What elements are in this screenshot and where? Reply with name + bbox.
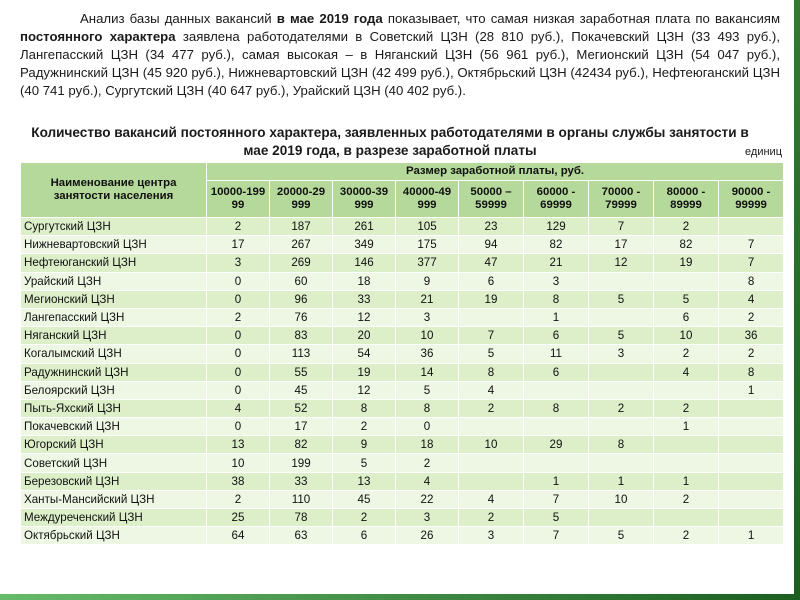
vacancy-count-cell: 2 [333, 418, 396, 436]
vacancy-count-cell: 0 [207, 345, 270, 363]
vacancy-count-cell: 47 [459, 254, 524, 272]
center-name-cell: Сургутский ЦЗН [21, 218, 207, 236]
vacancy-count-cell [459, 454, 524, 472]
table-row [21, 290, 784, 308]
center-name-cell: Октябрьский ЦЗН [21, 527, 207, 545]
vacancy-count-cell: 5 [459, 345, 524, 363]
right-accent-bar [794, 0, 800, 600]
vacancy-count-cell [589, 272, 654, 290]
vacancy-count-cell: 83 [270, 327, 333, 345]
vacancy-count-cell: 2 [396, 454, 459, 472]
vacancy-count-cell: 3 [589, 345, 654, 363]
center-name-cell: Мегионский ЦЗН [21, 290, 207, 308]
salary-range-header: 60000 - 69999 [524, 181, 589, 218]
vacancy-count-cell: 4 [654, 363, 719, 381]
table-body [21, 218, 784, 545]
vacancy-count-cell: 349 [333, 236, 396, 254]
vacancy-count-cell: 269 [270, 254, 333, 272]
vacancies-table [20, 162, 784, 545]
vacancy-count-cell: 4 [719, 290, 784, 308]
center-name-cell: Радужнинский ЦЗН [21, 363, 207, 381]
vacancy-count-cell: 6 [459, 272, 524, 290]
vacancy-count-cell: 0 [207, 327, 270, 345]
vacancy-count-cell [589, 454, 654, 472]
vacancy-count-cell: 1 [654, 472, 719, 490]
salary-range-header: 90000 - 99999 [719, 181, 784, 218]
vacancy-count-cell: 1 [654, 418, 719, 436]
table-row [21, 472, 784, 490]
vacancy-count-cell: 19 [459, 290, 524, 308]
center-name-cell: Ханты-Мансийский ЦЗН [21, 490, 207, 508]
vacancy-count-cell [654, 509, 719, 527]
vacancy-count-cell: 9 [333, 436, 396, 454]
vacancy-count-cell: 110 [270, 490, 333, 508]
vacancy-count-cell: 2 [719, 308, 784, 326]
vacancy-count-cell: 60 [270, 272, 333, 290]
vacancy-count-cell: 10 [589, 490, 654, 508]
vacancy-count-cell: 2 [207, 490, 270, 508]
name-column-header: Наименование центра занятости населения [21, 163, 207, 218]
vacancy-count-cell: 0 [207, 381, 270, 399]
vacancy-count-cell: 10 [207, 454, 270, 472]
vacancy-count-cell: 13 [333, 472, 396, 490]
vacancy-count-cell: 63 [270, 527, 333, 545]
vacancy-count-cell: 9 [396, 272, 459, 290]
vacancy-count-cell: 4 [459, 381, 524, 399]
vacancy-count-cell [654, 272, 719, 290]
vacancy-count-cell [654, 381, 719, 399]
vacancy-count-cell: 25 [207, 509, 270, 527]
vacancy-count-cell: 2 [589, 399, 654, 417]
vacancy-count-cell: 199 [270, 454, 333, 472]
salary-range-header: 20000-29 999 [270, 181, 333, 218]
table-row [21, 218, 784, 236]
vacancy-count-cell: 76 [270, 308, 333, 326]
vacancy-count-cell: 0 [396, 418, 459, 436]
table-row [21, 454, 784, 472]
vacancy-count-cell: 12 [589, 254, 654, 272]
vacancy-count-cell: 6 [654, 308, 719, 326]
vacancy-count-cell [719, 436, 784, 454]
vacancy-count-cell: 13 [207, 436, 270, 454]
vacancy-count-cell: 18 [396, 436, 459, 454]
table-header [21, 163, 784, 218]
vacancy-count-cell: 4 [396, 472, 459, 490]
center-name-cell: Пыть-Яхский ЦЗН [21, 399, 207, 417]
units-label: единиц [745, 146, 782, 158]
top-border [0, 0, 800, 8]
center-name-cell: Нефтеюганский ЦЗН [21, 254, 207, 272]
vacancy-count-cell: 17 [270, 418, 333, 436]
table-row [21, 509, 784, 527]
vacancy-count-cell: 1 [719, 527, 784, 545]
center-name-cell: Югорский ЦЗН [21, 436, 207, 454]
salary-range-header: 50000 – 59999 [459, 181, 524, 218]
intro-bold-1: в мае 2019 года [276, 11, 383, 26]
vacancy-count-cell: 1 [719, 381, 784, 399]
vacancy-count-cell [589, 308, 654, 326]
vacancy-count-cell: 29 [524, 436, 589, 454]
salary-range-header: 80000 - 89999 [654, 181, 719, 218]
center-name-cell: Березовский ЦЗН [21, 472, 207, 490]
vacancy-count-cell: 8 [589, 436, 654, 454]
salary-size-header: Размер заработной платы, руб. [207, 163, 784, 181]
vacancy-count-cell: 1 [524, 308, 589, 326]
vacancy-count-cell: 8 [459, 363, 524, 381]
vacancy-count-cell: 2 [654, 527, 719, 545]
vacancy-count-cell: 2 [207, 308, 270, 326]
vacancy-count-cell [524, 418, 589, 436]
table-row [21, 236, 784, 254]
vacancy-count-cell: 14 [396, 363, 459, 381]
vacancy-count-cell: 3 [524, 272, 589, 290]
vacancy-count-cell [589, 381, 654, 399]
vacancy-count-cell: 3 [459, 527, 524, 545]
vacancy-count-cell: 12 [333, 381, 396, 399]
vacancy-count-cell: 8 [396, 399, 459, 417]
vacancy-count-cell: 5 [524, 509, 589, 527]
vacancy-count-cell: 33 [270, 472, 333, 490]
vacancy-count-cell: 82 [654, 236, 719, 254]
vacancy-count-cell [719, 218, 784, 236]
vacancy-count-cell: 20 [333, 327, 396, 345]
vacancy-count-cell: 5 [333, 454, 396, 472]
vacancy-count-cell [589, 509, 654, 527]
vacancy-count-cell: 7 [719, 254, 784, 272]
vacancy-count-cell: 36 [719, 327, 784, 345]
vacancy-count-cell: 5 [589, 327, 654, 345]
vacancy-count-cell: 11 [524, 345, 589, 363]
vacancy-count-cell: 4 [459, 490, 524, 508]
vacancy-count-cell: 22 [396, 490, 459, 508]
vacancy-count-cell: 18 [333, 272, 396, 290]
vacancy-count-cell: 10 [459, 436, 524, 454]
vacancy-count-cell: 10 [654, 327, 719, 345]
vacancy-count-cell: 7 [524, 490, 589, 508]
vacancy-count-cell: 52 [270, 399, 333, 417]
vacancy-count-cell [524, 381, 589, 399]
vacancy-count-cell: 2 [654, 345, 719, 363]
vacancy-count-cell: 17 [589, 236, 654, 254]
vacancy-count-cell: 6 [333, 527, 396, 545]
vacancy-count-cell: 12 [333, 308, 396, 326]
vacancy-count-cell: 2 [654, 218, 719, 236]
center-name-cell: Белоярский ЦЗН [21, 381, 207, 399]
vacancy-count-cell: 377 [396, 254, 459, 272]
vacancy-count-cell: 5 [589, 527, 654, 545]
salary-range-header: 10000-199 99 [207, 181, 270, 218]
vacancy-count-cell [459, 308, 524, 326]
vacancy-count-cell: 146 [333, 254, 396, 272]
vacancy-count-cell [589, 363, 654, 381]
vacancy-count-cell: 2 [333, 509, 396, 527]
vacancy-count-cell: 8 [524, 290, 589, 308]
vacancy-count-cell: 113 [270, 345, 333, 363]
table-row [21, 308, 784, 326]
center-name-cell: Междуреченский ЦЗН [21, 509, 207, 527]
vacancy-count-cell: 19 [654, 254, 719, 272]
vacancy-count-cell: 2 [654, 399, 719, 417]
vacancy-count-cell [719, 490, 784, 508]
vacancy-count-cell [654, 436, 719, 454]
vacancy-count-cell: 8 [719, 272, 784, 290]
vacancy-count-cell: 19 [333, 363, 396, 381]
vacancy-count-cell: 8 [719, 363, 784, 381]
vacancy-count-cell: 82 [270, 436, 333, 454]
intro-text-1: Анализ базы данных вакансий [80, 11, 277, 26]
vacancy-count-cell: 267 [270, 236, 333, 254]
vacancy-count-cell: 129 [524, 218, 589, 236]
vacancy-count-cell [719, 472, 784, 490]
vacancy-count-cell: 33 [333, 290, 396, 308]
vacancy-count-cell: 26 [396, 527, 459, 545]
vacancy-count-cell: 54 [333, 345, 396, 363]
center-name-cell: Когалымский ЦЗН [21, 345, 207, 363]
center-name-cell: Лангепасский ЦЗН [21, 308, 207, 326]
vacancy-count-cell: 45 [270, 381, 333, 399]
vacancy-count-cell: 261 [333, 218, 396, 236]
vacancy-count-cell [719, 418, 784, 436]
salary-range-header: 70000 - 79999 [589, 181, 654, 218]
intro-text-2: показывает, что самая низкая заработная плата по вакансиям [382, 11, 781, 26]
vacancy-count-cell: 7 [459, 327, 524, 345]
vacancy-count-cell [589, 418, 654, 436]
table-row [21, 418, 784, 436]
salary-range-header: 30000-39 999 [333, 181, 396, 218]
vacancy-count-cell: 2 [459, 399, 524, 417]
vacancy-count-cell [459, 418, 524, 436]
vacancy-count-cell: 0 [207, 363, 270, 381]
vacancy-count-cell [654, 454, 719, 472]
vacancy-count-cell: 0 [207, 290, 270, 308]
vacancy-count-cell: 1 [524, 472, 589, 490]
vacancy-count-cell: 7 [719, 236, 784, 254]
intro-paragraph [20, 10, 780, 100]
vacancy-count-cell: 36 [396, 345, 459, 363]
intro-bold-2: постоянного характера [20, 29, 176, 44]
vacancy-count-cell: 0 [207, 418, 270, 436]
vacancy-count-cell [719, 399, 784, 417]
vacancy-count-cell: 17 [207, 236, 270, 254]
vacancy-count-cell: 8 [524, 399, 589, 417]
vacancy-count-cell: 55 [270, 363, 333, 381]
vacancy-count-cell: 64 [207, 527, 270, 545]
vacancy-count-cell: 187 [270, 218, 333, 236]
intro-text-3: заявлена работодателями в Советский ЦЗН (28 810 руб.), Покачевский ЦЗН (33 493 руб.), Лангепасский ЦЗН (34 477 руб.), самая высокая – в Няганский ЦЗН (56 961 руб.), Мегионский ЦЗН (54 047 руб.), Радужнинский ЦЗН (45 920 руб.), Нижневартовский ЦЗН (42 499 руб.), Октябрьский ЦЗН (42434 руб.), Нефтеюганский ЦЗН (40 741 руб.), Сургутский ЦЗН (40 647 руб.), Урайский ЦЗН (40 402 руб.). [20, 29, 780, 98]
table-row [21, 490, 784, 508]
vacancy-count-cell: 3 [207, 254, 270, 272]
center-name-cell: Няганский ЦЗН [21, 327, 207, 345]
vacancy-count-cell: 7 [589, 218, 654, 236]
vacancy-count-cell [719, 454, 784, 472]
vacancy-count-cell: 5 [654, 290, 719, 308]
vacancy-count-cell: 8 [333, 399, 396, 417]
vacancy-count-cell [719, 509, 784, 527]
center-name-cell: Урайский ЦЗН [21, 272, 207, 290]
table-title: Количество вакансий постоянного характера, заявленных работодателями в органы службы занятости в мае 2019 года, в разрезе заработной платы [31, 125, 749, 158]
vacancy-count-cell: 4 [207, 399, 270, 417]
vacancy-count-cell: 2 [459, 509, 524, 527]
vacancy-count-cell: 0 [207, 272, 270, 290]
table-row [21, 327, 784, 345]
vacancy-count-cell: 45 [333, 490, 396, 508]
vacancy-count-cell: 2 [719, 345, 784, 363]
vacancy-count-cell: 5 [589, 290, 654, 308]
vacancy-count-cell: 105 [396, 218, 459, 236]
vacancy-count-cell: 10 [396, 327, 459, 345]
center-name-cell: Нижневартовский ЦЗН [21, 236, 207, 254]
vacancy-count-cell: 2 [654, 490, 719, 508]
table-row [21, 527, 784, 545]
vacancy-count-cell: 2 [207, 218, 270, 236]
table-row [21, 272, 784, 290]
vacancy-count-cell [459, 472, 524, 490]
vacancy-count-cell: 21 [396, 290, 459, 308]
vacancy-count-cell: 5 [396, 381, 459, 399]
vacancy-count-cell: 3 [396, 308, 459, 326]
table-row [21, 436, 784, 454]
vacancy-count-cell [524, 454, 589, 472]
table-row [21, 345, 784, 363]
center-name-cell: Покачевский ЦЗН [21, 418, 207, 436]
vacancy-count-cell: 82 [524, 236, 589, 254]
table-row [21, 381, 784, 399]
table-row [21, 399, 784, 417]
vacancy-count-cell: 6 [524, 363, 589, 381]
vacancy-count-cell: 38 [207, 472, 270, 490]
vacancy-count-cell: 78 [270, 509, 333, 527]
salary-range-header: 40000-49 999 [396, 181, 459, 218]
vacancy-count-cell: 6 [524, 327, 589, 345]
vacancy-count-cell: 21 [524, 254, 589, 272]
vacancy-count-cell: 94 [459, 236, 524, 254]
vacancy-count-cell: 175 [396, 236, 459, 254]
bottom-accent-bar [0, 594, 800, 600]
table-row [21, 254, 784, 272]
center-name-cell: Советский ЦЗН [21, 454, 207, 472]
vacancy-count-cell: 3 [396, 509, 459, 527]
vacancy-count-cell: 23 [459, 218, 524, 236]
vacancy-count-cell: 96 [270, 290, 333, 308]
vacancy-count-cell: 7 [524, 527, 589, 545]
table-row [21, 363, 784, 381]
vacancy-count-cell: 1 [589, 472, 654, 490]
